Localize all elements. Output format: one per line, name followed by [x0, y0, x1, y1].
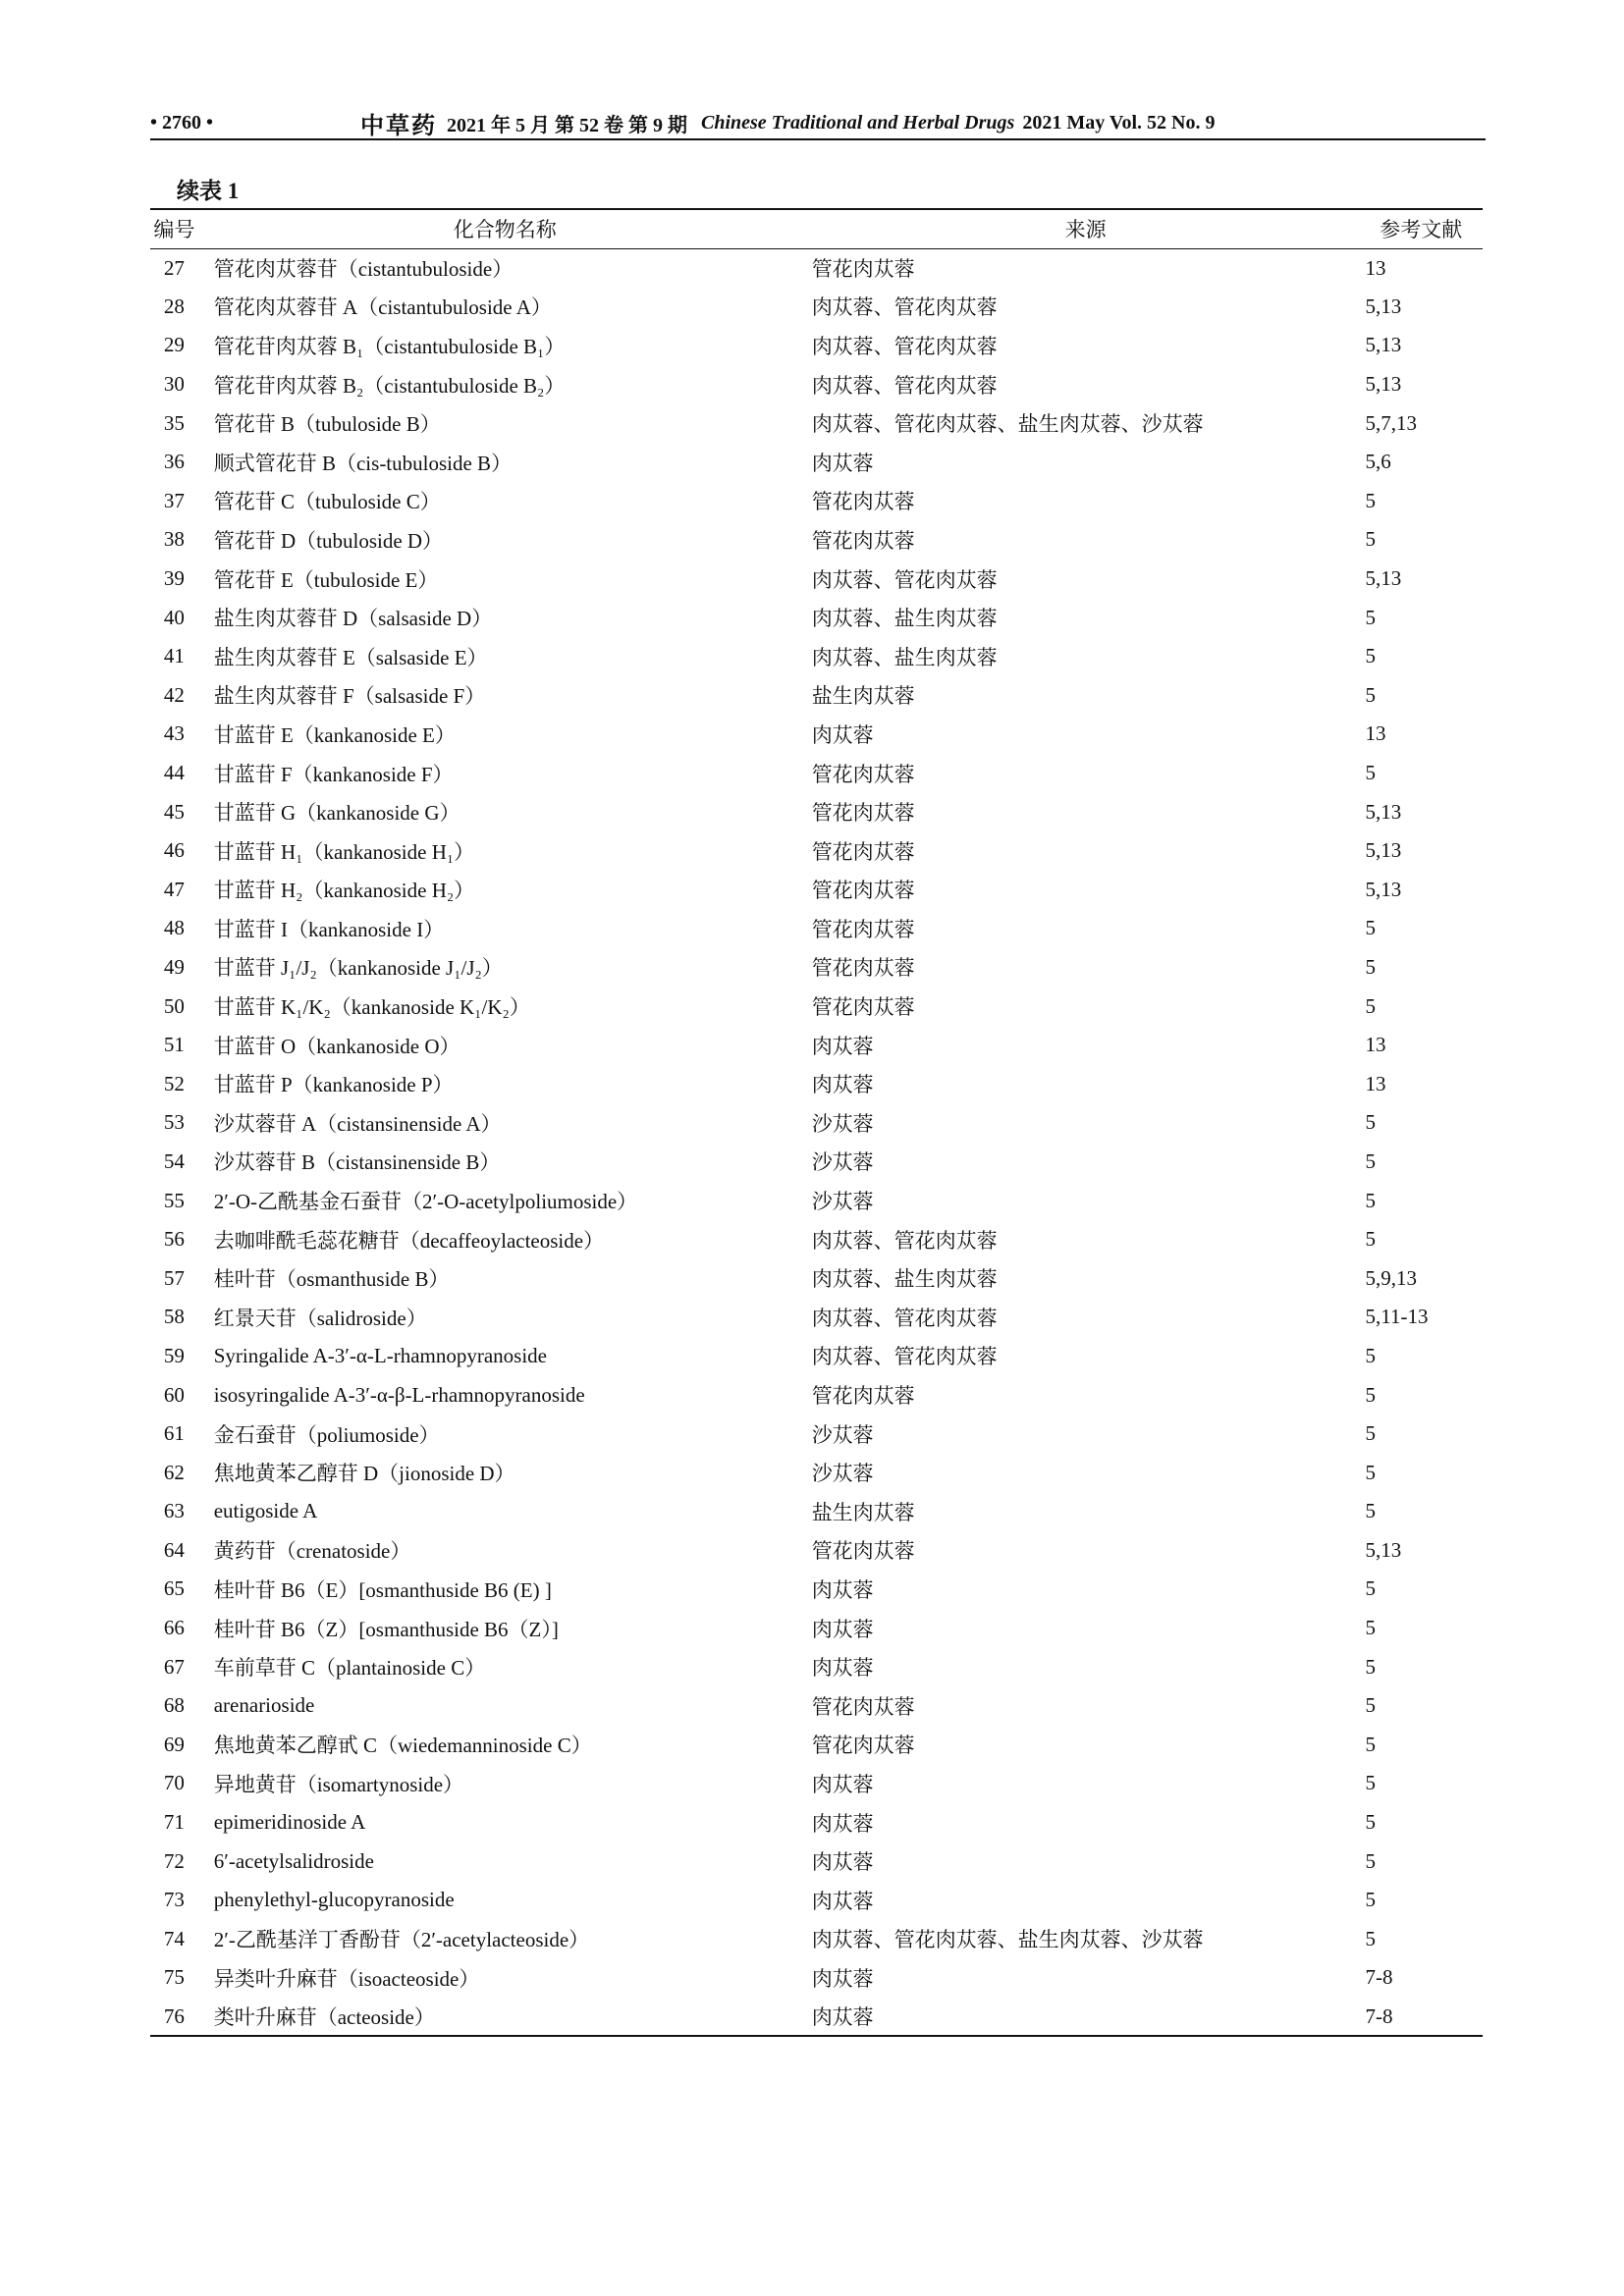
reference-list: 5,13 [1365, 838, 1402, 863]
compound-name: 甘蓝苷 H₂（kankanoside H₂） [213, 879, 475, 903]
compound-name: 管花苷 C（tubuloside C） [213, 490, 441, 514]
reference-list: 5 [1365, 1382, 1376, 1407]
row-number: 29 [163, 333, 185, 357]
reference-list: 5 [1365, 1110, 1376, 1135]
row-number: 48 [163, 916, 185, 940]
compound-name: 焦地黄苯乙醇甙 C（wiedemanninoside C） [213, 1734, 592, 1758]
header-rule [150, 138, 1486, 140]
table-row [150, 1609, 1483, 1648]
table-row [150, 1958, 1483, 1998]
journal-title-cn: 中草药 [360, 113, 437, 139]
reference-list: 5 [1365, 1499, 1376, 1523]
table-row [150, 1415, 1483, 1454]
reference-list: 5 [1365, 1576, 1376, 1601]
row-number: 53 [163, 1110, 185, 1135]
source-species: 肉苁蓉 [811, 1577, 874, 1602]
reference-list: 5 [1365, 954, 1376, 979]
table-row [150, 909, 1483, 948]
table-row [150, 443, 1483, 482]
reference-list: 5 [1365, 527, 1376, 552]
source-species: 管花肉苁蓉 [811, 1384, 915, 1409]
compound-name: 桂叶苷（osmanthuside B） [213, 1267, 450, 1292]
source-species: 管花肉苁蓉 [811, 257, 915, 282]
compound-name: 6′-acetylsalidroside [213, 1848, 374, 1873]
source-species: 肉苁蓉 [811, 451, 874, 475]
source-species: 肉苁蓉 [811, 1966, 874, 1991]
row-number: 56 [163, 1227, 185, 1252]
table-row [150, 1686, 1483, 1726]
row-number: 40 [163, 605, 185, 629]
source-species: 管花肉苁蓉 [811, 490, 915, 514]
reference-list: 7-8 [1365, 1965, 1393, 1990]
source-species: 肉苁蓉、盐生肉苁蓉 [811, 645, 998, 669]
row-number: 64 [163, 1537, 185, 1562]
table-row [150, 1143, 1483, 1182]
column-header-compound-name: 化合物名称 [198, 209, 812, 248]
table-row [150, 1375, 1483, 1415]
source-species: 沙苁蓉 [811, 1190, 874, 1214]
compound-name: Syringalide A-3′-α-L-rhamnopyranoside [213, 1343, 547, 1367]
table-row [150, 1920, 1483, 1959]
source-species: 肉苁蓉、盐生肉苁蓉 [811, 607, 998, 631]
compound-name: 盐生肉苁蓉苷 D（salsaside D） [213, 607, 493, 631]
compound-name: 异地黄苷（isomartynoside） [213, 1772, 464, 1796]
compound-name: 甘蓝苷 K₁/K₂（kankanoside K₁/K₂） [213, 995, 530, 1020]
table-row [150, 1492, 1483, 1531]
row-number: 75 [163, 1965, 185, 1990]
compound-name: 管花苷肉苁蓉 B₁（cistantubuloside B₁） [213, 334, 566, 358]
compound-name: 管花苷 D（tubuloside D） [213, 528, 444, 553]
reference-list: 5 [1365, 682, 1376, 707]
compound-name: 沙苁蓉苷 B（cistansinenside B） [213, 1150, 501, 1175]
compound-name: 管花苷 E（tubuloside E） [213, 567, 439, 592]
row-number: 55 [163, 1188, 185, 1212]
table-row [150, 831, 1483, 871]
table-row [150, 482, 1483, 521]
reference-list: 5,13 [1365, 372, 1402, 397]
reference-list: 5 [1365, 993, 1376, 1018]
source-species: 管花肉苁蓉 [811, 839, 915, 864]
reference-list: 5 [1365, 605, 1376, 629]
reference-list: 13 [1365, 255, 1386, 280]
source-species: 管花肉苁蓉 [811, 762, 915, 786]
row-number: 59 [163, 1343, 185, 1367]
source-species: 肉苁蓉 [811, 1811, 874, 1836]
table-row [150, 560, 1483, 599]
source-species: 肉苁蓉 [811, 722, 874, 747]
row-number: 38 [163, 527, 185, 552]
table-row [150, 1298, 1483, 1337]
source-species: 沙苁蓉 [811, 1462, 874, 1486]
source-species: 肉苁蓉 [812, 1998, 1360, 2037]
compound-name: 甘蓝苷 G（kankanoside G） [213, 801, 460, 826]
reference-list: 5,6 [1365, 450, 1391, 474]
compound-name: 顺式管花苷 B（cis-tubuloside B） [213, 451, 513, 475]
source-species: 管花肉苁蓉 [811, 1694, 915, 1719]
compound-name: 桂叶苷 B6（Z）[osmanthuside B6（Z）] [213, 1617, 559, 1641]
compound-name: 盐生肉苁蓉苷 F（salsaside F） [213, 684, 486, 709]
row-number: 30 [163, 372, 185, 397]
table-row [150, 1258, 1483, 1298]
compound-name: 甘蓝苷 J₁/J₂（kankanoside J₁/J₂） [213, 956, 503, 981]
row-number: 62 [163, 1460, 185, 1484]
reference-list: 5,13 [1365, 877, 1402, 901]
row-number: 58 [163, 1305, 185, 1329]
source-species: 盐生肉苁蓉 [811, 1500, 915, 1524]
compound-name: 甘蓝苷 P（kankanoside P） [213, 1073, 454, 1097]
row-number: 47 [163, 877, 185, 901]
table-row [150, 1726, 1483, 1765]
table-row [150, 1570, 1483, 1609]
source-species: 管花肉苁蓉 [811, 917, 915, 941]
row-number: 37 [163, 488, 185, 512]
compound-name: 盐生肉苁蓉苷 E（salsaside E） [213, 645, 488, 669]
source-species: 肉苁蓉、盐生肉苁蓉 [811, 1267, 998, 1292]
source-species: 管花肉苁蓉 [811, 1734, 915, 1758]
compound-name: 2′-乙酰基洋丁香酚苷（2′-acetylacteoside） [213, 1928, 590, 1952]
row-number: 43 [163, 721, 185, 746]
reference-list: 5 [1365, 1810, 1376, 1835]
reference-list: 13 [1365, 1033, 1386, 1057]
reference-list: 5 [1365, 1343, 1376, 1367]
table-row [150, 1453, 1483, 1492]
table-row [150, 1998, 1483, 2037]
reference-list: 5 [1365, 1460, 1376, 1484]
table-row [150, 598, 1483, 637]
table-row [150, 1842, 1483, 1881]
row-number: 49 [163, 954, 185, 979]
reference-list: 5,11-13 [1365, 1305, 1429, 1329]
row-number: 45 [163, 799, 185, 824]
reference-list: 5 [1365, 1148, 1376, 1173]
table-row [150, 288, 1483, 327]
source-species: 肉苁蓉、管花肉苁蓉 [811, 295, 998, 320]
row-number: 71 [163, 1810, 185, 1835]
reference-list: 5 [1365, 1888, 1376, 1912]
table-row [150, 871, 1483, 910]
row-number: 39 [163, 566, 185, 591]
reference-list: 5 [1365, 1421, 1376, 1446]
source-species: 沙苁蓉 [811, 1422, 874, 1447]
reference-list: 5 [1365, 1848, 1376, 1873]
row-number: 57 [163, 1265, 185, 1290]
source-species: 沙苁蓉 [811, 1150, 874, 1175]
table-row [150, 1337, 1483, 1376]
row-number: 66 [163, 1616, 185, 1640]
table-row [150, 1881, 1483, 1920]
reference-list: 5,13 [1365, 294, 1402, 318]
source-species: 管花肉苁蓉 [811, 528, 915, 553]
table-row [150, 403, 1483, 443]
reference-list: 5,13 [1365, 799, 1402, 824]
reference-list: 5 [1365, 1926, 1376, 1950]
row-number: 54 [163, 1148, 185, 1173]
table-row [150, 754, 1483, 793]
table-row [150, 1220, 1483, 1259]
compound-name: 管花苷肉苁蓉 B₂（cistantubuloside B₂） [213, 373, 566, 398]
source-species: 肉苁蓉 [811, 1617, 874, 1641]
row-number: 60 [163, 1382, 185, 1407]
source-species: 肉苁蓉、管花肉苁蓉 [811, 1306, 998, 1330]
source-species: 管花肉苁蓉 [811, 995, 915, 1020]
row-number: 67 [163, 1654, 185, 1679]
table-row [150, 1647, 1483, 1686]
table-row [150, 1064, 1483, 1103]
table-body [150, 248, 1483, 2036]
source-species: 肉苁蓉 [811, 1850, 874, 1875]
column-header-references: 参考文献 [1359, 209, 1483, 248]
page-number: • 2760 • [150, 111, 214, 133]
source-species: 肉苁蓉 [811, 1656, 874, 1681]
compound-name: phenylethyl-glucopyranoside [213, 1888, 455, 1912]
source-species: 管花肉苁蓉 [811, 879, 915, 903]
compound-name: 管花肉苁蓉苷 A（cistantubuloside A） [213, 295, 552, 320]
reference-list: 5 [1365, 488, 1376, 512]
reference-list: 5 [1365, 1732, 1376, 1756]
table-row [150, 1181, 1483, 1220]
compound-name: 甘蓝苷 E（kankanoside E） [213, 722, 456, 747]
table-row [150, 1531, 1483, 1571]
reference-list: 13 [1365, 1071, 1386, 1095]
table-header-row [150, 209, 1483, 248]
source-species: 肉苁蓉、管花肉苁蓉、盐生肉苁蓉、沙苁蓉 [811, 1928, 1204, 1952]
compound-name: isosyringalide A-3′-α-β-L-rhamnopyranoside [213, 1382, 585, 1407]
compound-name: 管花肉苁蓉苷（cistantubuloside） [213, 257, 514, 282]
source-species: 管花肉苁蓉 [811, 801, 915, 826]
compound-name: 车前草苷 C（plantainoside C） [213, 1656, 486, 1681]
row-number: 63 [163, 1499, 185, 1523]
source-species: 肉苁蓉、管花肉苁蓉 [811, 567, 998, 592]
row-number: 76 [150, 1998, 198, 2037]
row-number: 52 [163, 1071, 185, 1095]
issue-info-cn: 2021 年 5 月 第 52 卷 第 9 期 [447, 114, 687, 136]
compound-name: 焦地黄苯乙醇苷 D（jionoside D） [213, 1462, 515, 1486]
compound-name: 甘蓝苷 O（kankanoside O） [213, 1034, 460, 1058]
row-number: 74 [163, 1926, 185, 1950]
row-number: 46 [163, 838, 185, 863]
table-row [150, 1103, 1483, 1143]
table-row [150, 520, 1483, 560]
row-number: 72 [163, 1848, 185, 1873]
reference-list: 13 [1365, 721, 1386, 746]
source-species: 肉苁蓉、管花肉苁蓉 [811, 373, 998, 398]
reference-list: 5 [1365, 1771, 1376, 1795]
compound-name: 黄药苷（crenatoside） [213, 1539, 411, 1564]
compound-name: 去咖啡酰毛蕊花糖苷（decaffeoylacteoside） [213, 1228, 605, 1253]
source-species: 肉苁蓉 [811, 1073, 874, 1097]
source-species: 肉苁蓉、管花肉苁蓉、盐生肉苁蓉、沙苁蓉 [811, 412, 1204, 437]
reference-list: 5,13 [1365, 566, 1402, 591]
reference-list: 5,9,13 [1365, 1265, 1417, 1290]
row-number: 69 [163, 1732, 185, 1756]
compound-name: 甘蓝苷 I（kankanoside I） [213, 917, 445, 941]
source-species: 管花肉苁蓉 [811, 1539, 915, 1564]
compound-table [150, 208, 1483, 2037]
compound-name: 类叶升麻苷（acteoside） [198, 1998, 812, 2037]
compound-name: 2′-O-乙酰基金石蚕苷（2′-O-acetylpoliumoside） [213, 1190, 638, 1214]
compound-name: 沙苁蓉苷 A（cistansinenside A） [213, 1111, 502, 1136]
reference-list: 7-8 [1359, 1998, 1483, 2037]
reference-list: 5 [1365, 1616, 1376, 1640]
table-caption: 续表 1 [177, 179, 240, 203]
compound-name: 异类叶升麻苷（isoacteoside） [213, 1966, 480, 1991]
reference-list: 5 [1365, 1188, 1376, 1212]
compound-name: eutigoside A [213, 1499, 318, 1523]
row-number: 50 [163, 993, 185, 1018]
table-row [150, 1803, 1483, 1842]
reference-list: 5 [1365, 644, 1376, 668]
table-row [150, 792, 1483, 831]
compound-name: epimeridinoside A [213, 1810, 366, 1835]
reference-list: 5,13 [1365, 333, 1402, 357]
row-number: 73 [163, 1888, 185, 1912]
issue-info-en: 2021 May Vol. 52 No. 9 [1022, 111, 1216, 133]
table-row [150, 365, 1483, 404]
compound-name: 桂叶苷 B6（E）[osmanthuside B6 (E) ] [213, 1577, 552, 1602]
reference-list: 5,7,13 [1365, 410, 1417, 435]
row-number: 61 [163, 1421, 185, 1446]
source-species: 肉苁蓉 [811, 1889, 874, 1913]
compound-name: 管花苷 B（tubuloside B） [213, 412, 441, 437]
table-row [150, 637, 1483, 676]
column-header-number: 编号 [150, 209, 198, 248]
row-number: 36 [163, 450, 185, 474]
row-number: 42 [163, 682, 185, 707]
running-header [150, 108, 1476, 137]
source-species: 肉苁蓉 [811, 1034, 874, 1058]
compound-name: 红景天苷（salidroside） [213, 1306, 427, 1330]
row-number: 68 [163, 1693, 185, 1718]
compound-name: arenarioside [213, 1693, 315, 1718]
row-number: 41 [163, 644, 185, 668]
table-row [150, 326, 1483, 365]
column-header-source: 来源 [812, 209, 1360, 248]
row-number: 65 [163, 1576, 185, 1601]
reference-list: 5 [1365, 916, 1376, 940]
row-number: 35 [163, 410, 185, 435]
table-row [150, 676, 1483, 716]
source-species: 肉苁蓉 [811, 1772, 874, 1796]
row-number: 44 [163, 761, 185, 785]
row-number: 28 [163, 294, 185, 318]
source-species: 肉苁蓉、管花肉苁蓉 [811, 1345, 998, 1369]
reference-list: 5 [1365, 1654, 1376, 1679]
compound-name: 甘蓝苷 F（kankanoside F） [213, 762, 454, 786]
table-row [150, 248, 1483, 288]
source-species: 管花肉苁蓉 [811, 956, 915, 981]
table-row [150, 1764, 1483, 1803]
source-species: 肉苁蓉、管花肉苁蓉 [811, 1228, 998, 1253]
row-number: 51 [163, 1033, 185, 1057]
source-species: 沙苁蓉 [811, 1111, 874, 1136]
source-species: 肉苁蓉、管花肉苁蓉 [811, 334, 998, 358]
journal-title-en: Chinese Traditional and Herbal Drugs [701, 111, 1015, 133]
compound-name: 甘蓝苷 H₁（kankanoside H₁） [213, 839, 475, 864]
table-row [150, 948, 1483, 988]
reference-list: 5 [1365, 1227, 1376, 1252]
row-number: 27 [163, 255, 185, 280]
source-species: 盐生肉苁蓉 [811, 684, 915, 709]
compound-name: 金石蚕苷（poliumoside） [213, 1422, 440, 1447]
row-number: 70 [163, 1771, 185, 1795]
reference-list: 5 [1365, 761, 1376, 785]
table-row [150, 987, 1483, 1026]
table-row [150, 715, 1483, 754]
reference-list: 5 [1365, 1693, 1376, 1718]
table-row [150, 1026, 1483, 1065]
reference-list: 5,13 [1365, 1537, 1402, 1562]
